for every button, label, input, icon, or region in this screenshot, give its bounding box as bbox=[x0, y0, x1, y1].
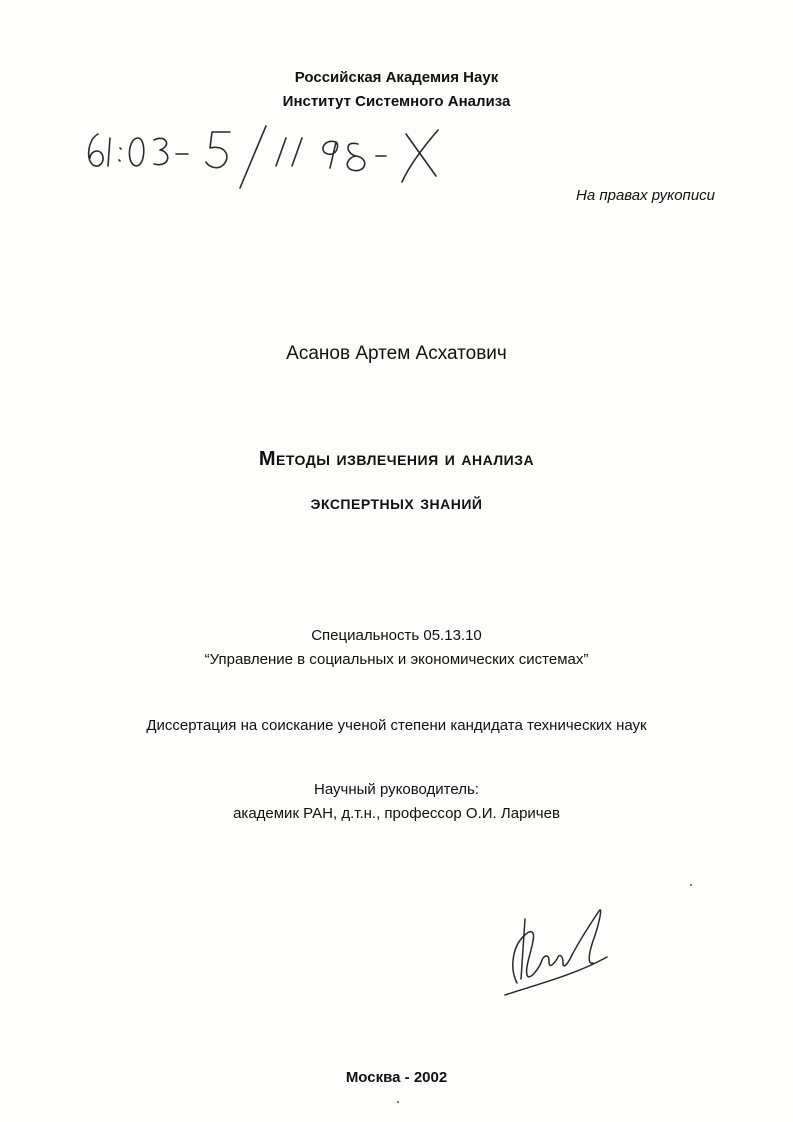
rights-note: На правах рукописи bbox=[576, 187, 715, 204]
organization-header bbox=[0, 66, 793, 114]
supervisor-label: Научный руководитель: bbox=[314, 781, 479, 798]
specialty-block bbox=[0, 624, 793, 672]
signature bbox=[495, 905, 615, 1005]
specialty-label: Специальность 05.13.10 bbox=[311, 627, 482, 644]
supervisor-block bbox=[0, 778, 793, 826]
author-name: Асанов Артем Асхатович bbox=[286, 343, 507, 364]
dissertation-degree: Диссертация на соискание ученой степени кандидата технических наук bbox=[146, 717, 647, 734]
title-line-1: Методы извлечения и анализа bbox=[258, 448, 535, 470]
city-year: Москва - 2002 bbox=[345, 1069, 448, 1086]
specialty-name: “Управление в социальных и экономических системах” bbox=[204, 651, 589, 668]
scan-speck bbox=[690, 884, 692, 886]
handwritten-archive-code bbox=[80, 120, 500, 200]
institute-name: Институт Системного Анализа bbox=[282, 93, 511, 110]
organization-name: Российская Академия Наук bbox=[294, 69, 499, 86]
title-line-2: экспертных знаний bbox=[310, 492, 483, 514]
supervisor-name: академик РАН, д.т.н., профессор О.И. Ларичев bbox=[233, 805, 560, 822]
dissertation-title bbox=[0, 437, 793, 525]
scan-speck bbox=[397, 1101, 399, 1103]
